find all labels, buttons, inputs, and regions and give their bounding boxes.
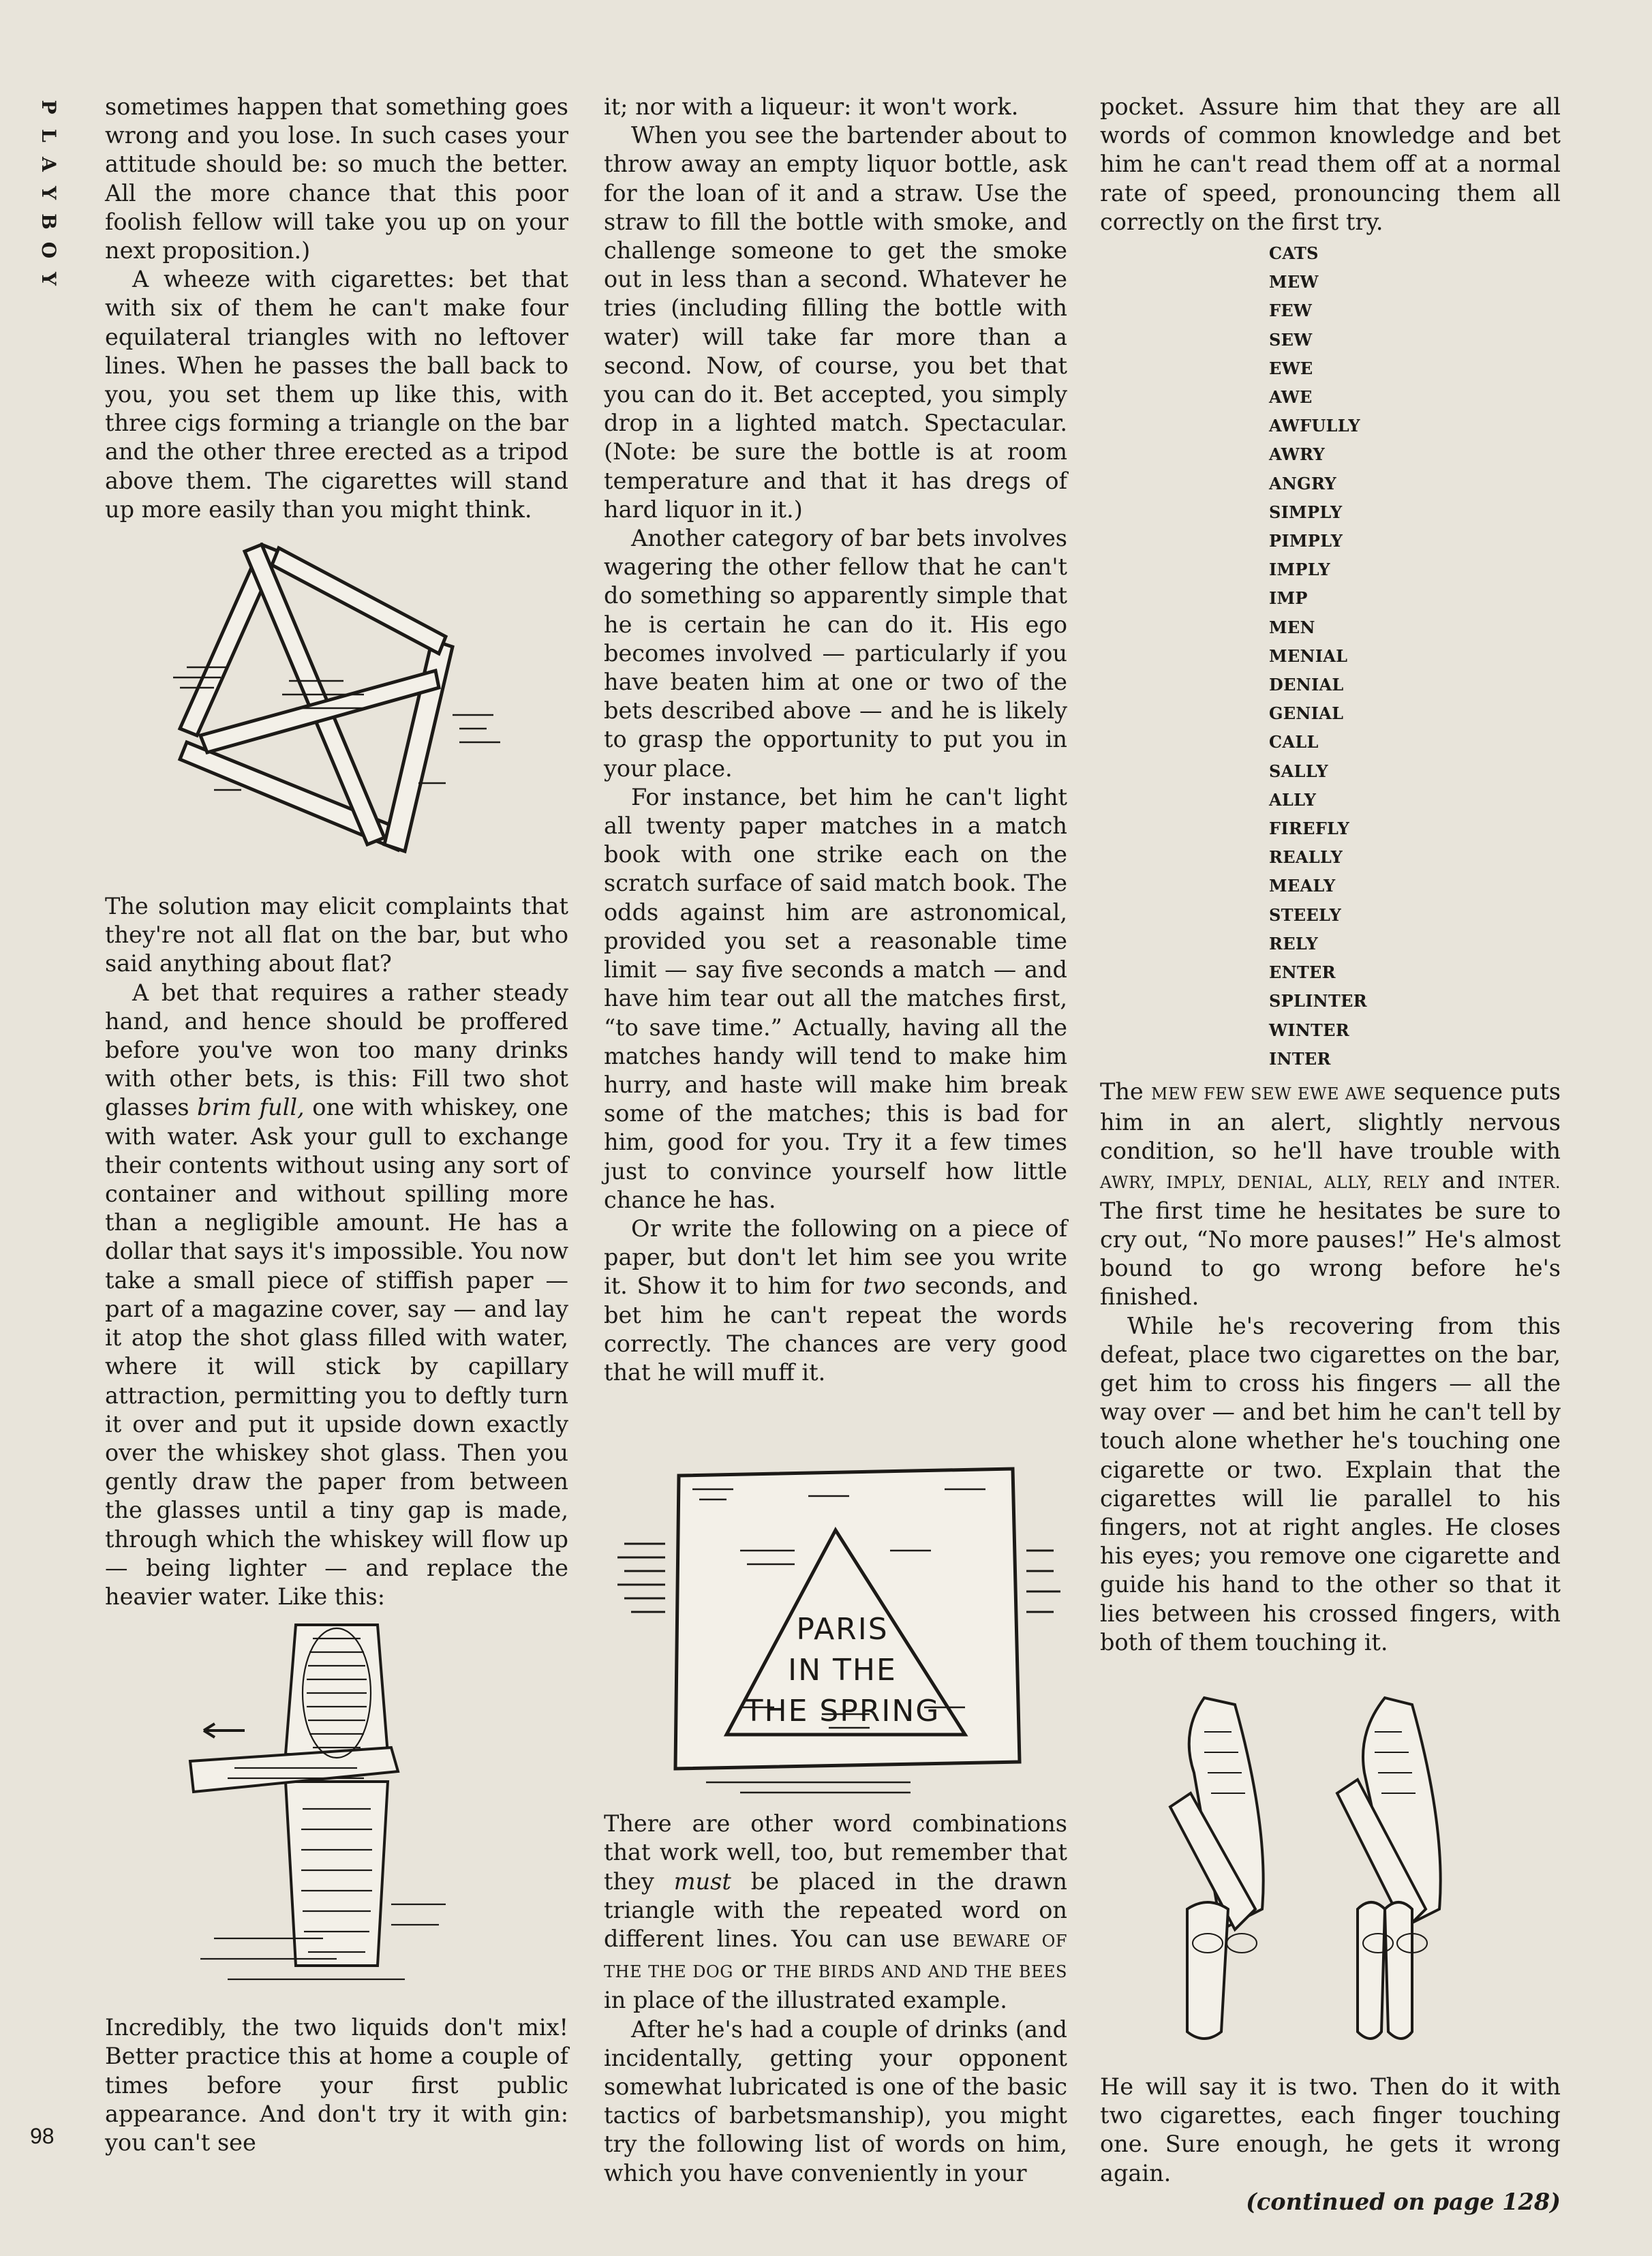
magazine-letter: A — [37, 157, 60, 172]
triangle-line-3: THE SPRING — [744, 1694, 940, 1729]
list-item: AWRY — [1269, 444, 1325, 465]
list-item: ANGRY — [1269, 473, 1336, 493]
magazine-name-vertical — [38, 93, 59, 293]
list-item: GENIAL — [1269, 703, 1344, 724]
list-item: PIMPLY — [1269, 531, 1343, 551]
shot-glasses-illustration — [146, 1611, 527, 2013]
magazine-letter: Y — [37, 186, 60, 200]
paragraph: There are other word combinations that work well, too, but remember that they must be placed in the drawn triangle with the repeated word on different lines. You can use BEWARE OF THE THE DOG or THE BIRDS AND AND THE BEES in place of the illustrated example. — [604, 1810, 1067, 2014]
paragraph: A wheeze with cigarettes: bet that with six of them he can't make four equilateral triangles with no leftover lines. When he passes the ball back to you, you set them up like this, with three cigs forming a triangle on the bar and the other three erected as a tripod above them. The cigarettes will stand up more easily than you might think. — [105, 266, 568, 523]
list-item: FIREFLY — [1269, 819, 1350, 839]
list-item: EWE — [1269, 358, 1313, 378]
paragraph: When you see the bartender about to throw away an empty liquor bottle, ask for the loan of it and a straw. Use the straw to fill the bottle with smoke, and challenge someone to get the smoke out in less than a second. Whatever he tries (including filling the bottle with water) will take far more than a second. Now, of course, you bet that you can do it. Bet accepted, you simply drop in a lighted match. Spectacular. (Note: be sure the bottle is at room temperature and that it has dregs of hard liquor in it.) — [604, 122, 1067, 523]
list-item: ENTER — [1269, 962, 1336, 983]
paragraph: After he's had a couple of drinks (and incidentally, getting your opponent somewhat lubricated is one of the basic tactics of barbetsmanship), you might try the following list of words on him, which you have conveniently in your — [604, 2015, 1067, 2186]
paragraph: While he's recovering from this defeat, place two cigarettes on the bar, get him to cross his fingers — all the way over — and bet him he can't tell by touch alone whether he's touching one cigarette or two. Explain that the cigarettes will lie parallel to his fingers, not at right angles. He closes his eyes; you remove one cigarette and guide his hand to the other so that it lies between his crossed fingers, with both of them touching it. — [1100, 1312, 1561, 1656]
paragraph: Another category of bar bets involves wagering the other fellow that he can't do something so apparently simple that he is certain he can do it. His ego becomes involved — particularly if you have beaten him at one or two of the bets described above — and he is likely to grasp the opportunity to put you in your place. — [604, 525, 1067, 782]
magazine-letter: Y — [37, 272, 60, 286]
list-item: MEN — [1269, 617, 1315, 637]
cigarette-tetrahedron-illustration — [159, 524, 514, 892]
list-item: FEW — [1269, 301, 1313, 321]
list-item: AWFULLY — [1269, 416, 1360, 436]
list-item: INTER — [1269, 1048, 1331, 1069]
paragraph: The MEW FEW SEW EWE AWE sequence puts him in an alert, slightly nervous condition, so he'll have trouble with AWRY, IMPLY, DENIAL, ALLY, RELY and INTER. The first time he hesitates be sure to cry out, “No more pauses!” He's almost bound to go wrong before he's finished. — [1100, 1078, 1561, 1311]
word-list — [1100, 239, 1561, 1073]
list-item: REALLY — [1269, 847, 1343, 868]
paris-in-the-spring-illustration — [604, 1414, 1067, 1803]
list-item: MEALY — [1269, 876, 1336, 896]
triangle-line-2: IN THE — [788, 1653, 897, 1688]
magazine-letter: L — [37, 129, 60, 142]
list-item: CALL — [1269, 732, 1319, 752]
list-item: SEW — [1269, 329, 1313, 350]
list-item: CATS — [1269, 243, 1319, 264]
magazine-letter: P — [37, 100, 60, 115]
paragraph: sometimes happen that something goes wrong and you lose. In such cases your attitude should be: so much the better. All the more chance that this poor foolish fellow will take you up on your next proposition.) — [105, 93, 568, 264]
page-number: 98 — [30, 2124, 55, 2148]
paragraph: Incredibly, the two liquids don't mix! Better practice this at home a couple of times before your first public appearance. And don't try it with gin: you can't see — [105, 2014, 568, 2156]
text-column-3 — [1100, 93, 1561, 2216]
list-item: DENIAL — [1269, 675, 1344, 695]
text-column-1 — [105, 93, 568, 2157]
paragraph: For instance, bet him he can't light all twenty paper matches in a match book with one strike each on the scratch surface of said match book. The odds against him are astronomical, provided you set a reasonable time limit — say five seconds a match — and have him tear out all the matches first, “to save time.” Actually, having all the matches handy will tend to make him hurry, and haste will make him break some of the matches; this is bad for him, good for you. Try it a few times just to convince yourself how little chance he has. — [604, 783, 1067, 1213]
magazine-letter: B — [37, 213, 60, 230]
list-item: IMP — [1269, 588, 1308, 609]
paragraph: pocket. Assure him that they are all words of common knowledge and bet him he can't read them off at a normal rate of speed, pronouncing them all correctly on the first try. — [1100, 93, 1561, 235]
triangle-line-1: PARIS — [796, 1612, 889, 1647]
list-item: AWE — [1269, 387, 1313, 408]
list-item: MENIAL — [1269, 645, 1348, 666]
list-item: SIMPLY — [1269, 502, 1343, 522]
list-item: SPLINTER — [1269, 991, 1367, 1011]
continued-notice: (continued on page 128) — [1246, 2188, 1561, 2215]
magazine-letter: O — [37, 241, 60, 259]
list-item: WINTER — [1269, 1020, 1350, 1040]
paragraph: Or write the following on a piece of paper, but don't let him see you write it. Show it to him for two seconds, and bet him he can't repeat the words correctly. The chances are very good that he will muff it. — [604, 1215, 1067, 1386]
paragraph: A bet that requires a rather steady hand, and hence should be proffered before you've won too many drinks with other bets, is this: Fill two shot glasses brim full, one with whiskey, one with water. Ask your gull to exchange their contents without using any sort of container and without spilling more than a negligible amount. He has a dollar that says it's impossible. You now take a small piece of stiffish paper — part of a magazine cover, say — and lay it atop the shot glass filled with water, where it will stick by capillary attraction, permitting you to deftly turn it over and put it upside down exactly over the whiskey shot glass. Then you gently draw the paper from between the glasses until a tiny gap is made, through which the whiskey will flow up — being lighter — and replace the heavier water. Like this: — [105, 979, 568, 1610]
crossed-fingers-illustration — [1139, 1691, 1521, 2059]
list-item: SALLY — [1269, 761, 1328, 781]
paragraph: it; nor with a liqueur: it won't work. — [604, 93, 1019, 120]
list-item: ALLY — [1269, 789, 1317, 810]
text-column-2 — [604, 93, 1067, 2188]
list-item: RELY — [1269, 933, 1318, 954]
list-item: STEELY — [1269, 904, 1342, 925]
paragraph: He will say it is two. Then do it with two cigarettes, each finger touching one. Sure enough, he gets it wrong again. — [1100, 2073, 1561, 2186]
list-item: MEW — [1269, 272, 1319, 292]
list-item: IMPLY — [1269, 560, 1330, 580]
paragraph: The solution may elicit complaints that they're not all flat on the bar, but who said anything about flat? — [105, 893, 568, 977]
